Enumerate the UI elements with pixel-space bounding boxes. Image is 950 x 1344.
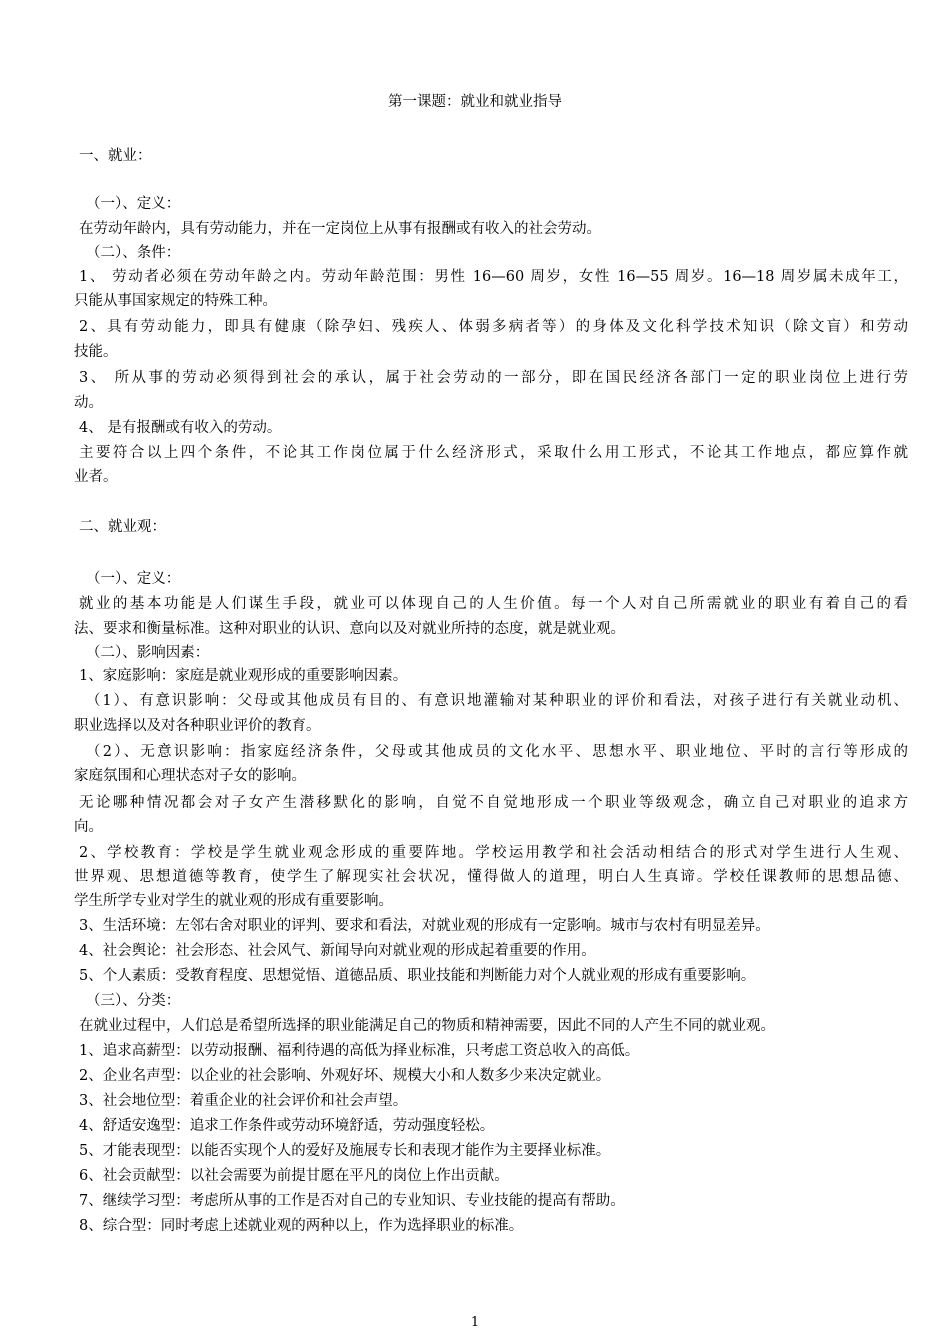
list-item: 2、企业名声型：以企业的社会影响、外观好坏、规模大小和人数多少来决定就业。 <box>79 1068 611 1084</box>
subsection-heading: （二）、影响因素： <box>86 645 210 661</box>
text-line: 3、生活环境：左邻右舍对职业的评判、要求和看法，对就业观的形成有一定影响。城市与农村有明显差异。 <box>79 918 770 934</box>
list-item: 3、社会地位型：着重企业的社会评价和社会声望。 <box>79 1093 408 1109</box>
text-line: 2、学校教育：学校是学生就业观念形成的重要阵地。学校运用教学和社会活动相结合的形式对学生进行人生观、 <box>79 845 908 861</box>
page-number: 1 <box>470 1315 480 1330</box>
text-line: 学生所学专业对学生的就业观的形成有重要影响。 <box>74 893 393 909</box>
text-line: 1、家庭影响：家庭是就业观形成的重要影响因素。 <box>79 668 408 684</box>
text-line: （1）、有意识影响：父母或其他成员有目的、有意识地灌输对某种职业的评价和看法，对孩子进行有关就业动机、 <box>86 693 908 709</box>
text-line: 1、 劳动者必须在劳动年龄之内。劳动年龄范围：男性 16—60 周岁，女性 16—55 周岁。16—18 周岁属未成年工， <box>79 269 908 285</box>
subsection-heading: （二）、条件： <box>86 245 181 261</box>
text-line: 业者。 <box>74 469 118 485</box>
text-line: 世界观、思想道德等教育，使学生了解现实社会状况，懂得做人的道理，明白人生真谛。学校任课教师的思想品德、 <box>74 869 908 885</box>
text-line: （2）、无意识影响：指家庭经济条件，父母或其他成员的文化水平、思想水平、职业地位、平时的言行等形成的 <box>86 744 908 760</box>
text-line: 无论哪种情况都会对子女产生潜移默化的影响，自觉不自觉地形成一个职业等级观念，确立自己对职业的追求方 <box>79 795 908 811</box>
section-heading-employment: 一、就业： <box>79 148 152 164</box>
text-line: 家庭氛围和心理状态对子女的影响。 <box>74 768 306 784</box>
section-heading-employment-view: 二、就业观： <box>79 519 166 535</box>
text-line: 只能从事国家规定的特殊工种。 <box>74 293 277 309</box>
text-line: 技能。 <box>74 344 118 360</box>
text-line: 向。 <box>74 819 103 835</box>
document-title: 第一课题：就业和就业指导 <box>388 94 562 110</box>
text-line: 2、具有劳动能力，即具有健康（除孕妇、残疾人、体弱多病者等）的身体及文化科学技术知识（除文盲）和劳动 <box>79 319 908 335</box>
text-line: 法、要求和衡量标准。这种对职业的认识、意向以及对就业所持的态度，就是就业观。 <box>74 621 625 637</box>
list-item: 7、继续学习型：考虑所从事的工作是否对自己的专业知识、专业技能的提高有帮助。 <box>79 1193 625 1209</box>
text-line: 动。 <box>74 395 103 411</box>
text-line: 4、 是有报酬或有收入的劳动。 <box>79 420 282 436</box>
text-line: 在劳动年龄内，具有劳动能力，并在一定岗位上从事有报酬或有收入的社会劳动。 <box>79 221 601 237</box>
list-item: 8、综合型：同时考虑上述就业观的两种以上，作为选择职业的标准。 <box>79 1218 524 1234</box>
text-line: 就业的基本功能是人们谋生手段，就业可以体现自己的人生价值。每一个人对自己所需就业的职业有着自己的看 <box>79 596 908 612</box>
subsection-heading: （三）、分类： <box>86 993 181 1009</box>
list-item: 6、社会贡献型：以社会需要为前提甘愿在平凡的岗位上作出贡献。 <box>79 1168 509 1184</box>
subsection-heading: （一）、定义： <box>86 571 181 587</box>
list-item: 4、舒适安逸型：追求工作条件或劳动环境舒适，劳动强度轻松。 <box>79 1118 495 1134</box>
text-line: 在就业过程中，人们总是希望所选择的职业能满足自己的物质和精神需要，因此不同的人产生不同的就业观。 <box>79 1018 775 1034</box>
list-item: 1、追求高薪型：以劳动报酬、福利待遇的高低为择业标准，只考虑工资总收入的高低。 <box>79 1043 640 1059</box>
text-line: 3、 所从事的劳动必须得到社会的承认，属于社会劳动的一部分，即在国民经济各部门一定的职业岗位上进行劳 <box>79 370 908 386</box>
text-line: 5、个人素质：受教育程度、思想觉悟、道德品质、职业技能和判断能力对个人就业观的形成有重要影响。 <box>79 968 756 984</box>
text-line: 主要符合以上四个条件，不论其工作岗位属于什么经济形式，采取什么用工形式，不论其工作地点，都应算作就 <box>79 445 908 461</box>
list-item: 5、才能表现型：以能否实现个人的爱好及施展专长和表现才能作为主要择业标准。 <box>79 1143 611 1159</box>
text-line: 4、社会舆论：社会形态、社会风气、新闻导向对就业观的形成起着重要的作用。 <box>79 943 596 959</box>
subsection-heading: （一）、定义： <box>86 196 181 212</box>
text-line: 职业选择以及对各种职业评价的教育。 <box>74 718 321 734</box>
